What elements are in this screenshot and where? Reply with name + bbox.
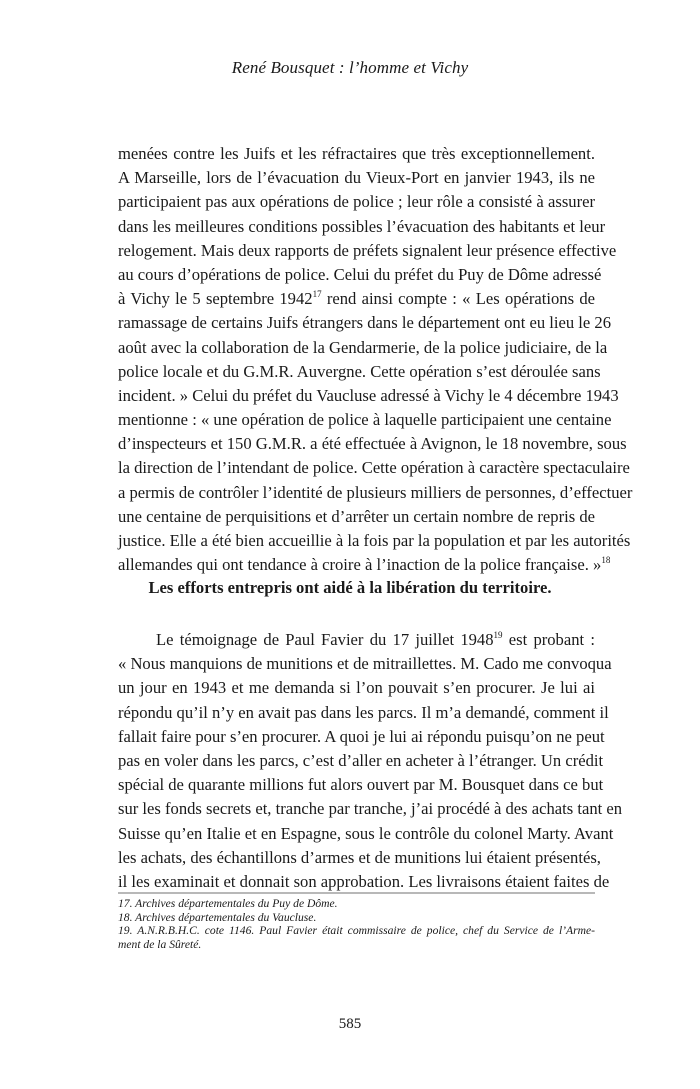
- text-line: « Nous manquions de munitions et de mitraillettes. M. Cado me convoqua: [118, 654, 612, 674]
- footnote-ref-17[interactable]: 17: [312, 289, 322, 300]
- footnote-divider: [118, 892, 595, 894]
- footnote-18: 18. Archives départementales du Vaucluse.: [118, 910, 317, 924]
- footnotes: [118, 897, 595, 951]
- text-line: il les examinait et donnait son approbation. Les livraisons étaient faites de: [118, 871, 610, 891]
- text-line: Le témoignage de Paul Favier du 17 juillet 1948$^{19}$ est probant :: [156, 630, 595, 649]
- text-line: relogement. Mais deux rapports de préfets signalent leur présence effective: [118, 240, 617, 260]
- text-line: menées contre les Juifs et les réfractaires que très exceptionnellement.: [118, 144, 595, 163]
- text-line: ramassage de certains Juifs étrangers dans le département ont eu lieu le 26: [118, 313, 612, 333]
- text-line: une centaine de perquisitions et d’arrêter un certain nombre de repris de: [118, 506, 595, 526]
- section-heading: Les efforts entrepris ont aidé à la libération du territoire.: [148, 578, 552, 597]
- running-head: René Bousquet : l’homme et Vichy: [231, 58, 469, 77]
- paragraph-1: [118, 142, 633, 577]
- footnote-ref-19[interactable]: 19: [493, 630, 503, 640]
- text-line: fallait faire pour s’en procurer. A quoi je lui ai répondu puisqu’on ne peut: [118, 726, 605, 746]
- text-line: allemandes qui ont tendance à croire à l’inaction de la police française. »$^{18}$: [118, 555, 611, 575]
- footnote-19-continued: ment de la Sûreté.: [118, 937, 202, 951]
- text-line: un jour en 1943 et me demanda si l’on pouvait s’en procurer. Je lui ai: [118, 678, 595, 698]
- footnote-ref-18[interactable]: 18: [601, 555, 611, 566]
- text-line: au cours d’opérations de police. Celui du préfet du Puy de Dôme adressé: [118, 264, 602, 284]
- paragraph-2: [118, 628, 623, 894]
- text-line: à Vichy le 5 septembre 1942$^{17}$ rend ainsi compte : « Les opérations de: [118, 289, 595, 309]
- text-line: la direction de l’intendant de police. Cette opération à caractère spectaculaire: [118, 458, 630, 478]
- footnote-19: 19. A.N.R.B.H.C. cote 1146. Paul Favier était commissaire de police, chef du Service de l’Arme-: [118, 924, 595, 938]
- text-line: participaient pas aux opérations de police ; leur rôle a consisté à assurer: [118, 192, 595, 212]
- text-line: dans les meilleures conditions possibles l’évacuation des habitants et leur: [118, 216, 606, 236]
- text-line: répondu qu’il n’y en avait pas dans les parcs. Il m’a demandé, comment il: [118, 702, 609, 722]
- footnote-17: 17. Archives départementales du Puy de Dôme.: [118, 897, 338, 910]
- text-line: a permis de contrôler l’identité de plusieurs milliers de personnes, d’effectuer: [118, 482, 633, 502]
- text-line: Suisse qu’en Italie et en Espagne, sous le contrôle du colonel Marty. Avant: [118, 823, 614, 843]
- text-line: les achats, des échantillons d’armes et de munitions lui étaient présentés,: [118, 847, 601, 867]
- page-number: 585: [338, 1016, 362, 1032]
- text-line: spécial de quarante millions fut alors ouvert par M. Bousquet dans ce but: [118, 775, 604, 795]
- text-line: d’inspecteurs et 150 G.M.R. a été effectuée à Avignon, le 18 novembre, sous: [118, 434, 627, 454]
- text-line: justice. Elle a été bien accueillie à la fois par la population et par les autorités: [118, 531, 631, 550]
- text-line: A Marseille, lors de l’évacuation du Vieux-Port en janvier 1943, ils ne: [118, 168, 595, 188]
- text-line: sur les fonds secrets et, tranche par tranche, j’ai procédé à des achats tant en: [118, 799, 623, 819]
- text-line: pas en voler dans les parcs, c’est d’aller en acheter à l’étranger. Un crédit: [118, 750, 604, 770]
- text-line: police locale et du G.M.R. Auvergne. Cette opération s’est déroulée sans: [118, 361, 601, 381]
- text-line: août avec la collaboration de la Gendarmerie, de la police judiciaire, de la: [118, 337, 608, 357]
- text-line: incident. » Celui du préfet du Vaucluse adressé à Vichy le 4 décembre 1943: [118, 385, 619, 405]
- text-line: mentionne : « une opération de police à laquelle participaient une centaine: [118, 410, 612, 430]
